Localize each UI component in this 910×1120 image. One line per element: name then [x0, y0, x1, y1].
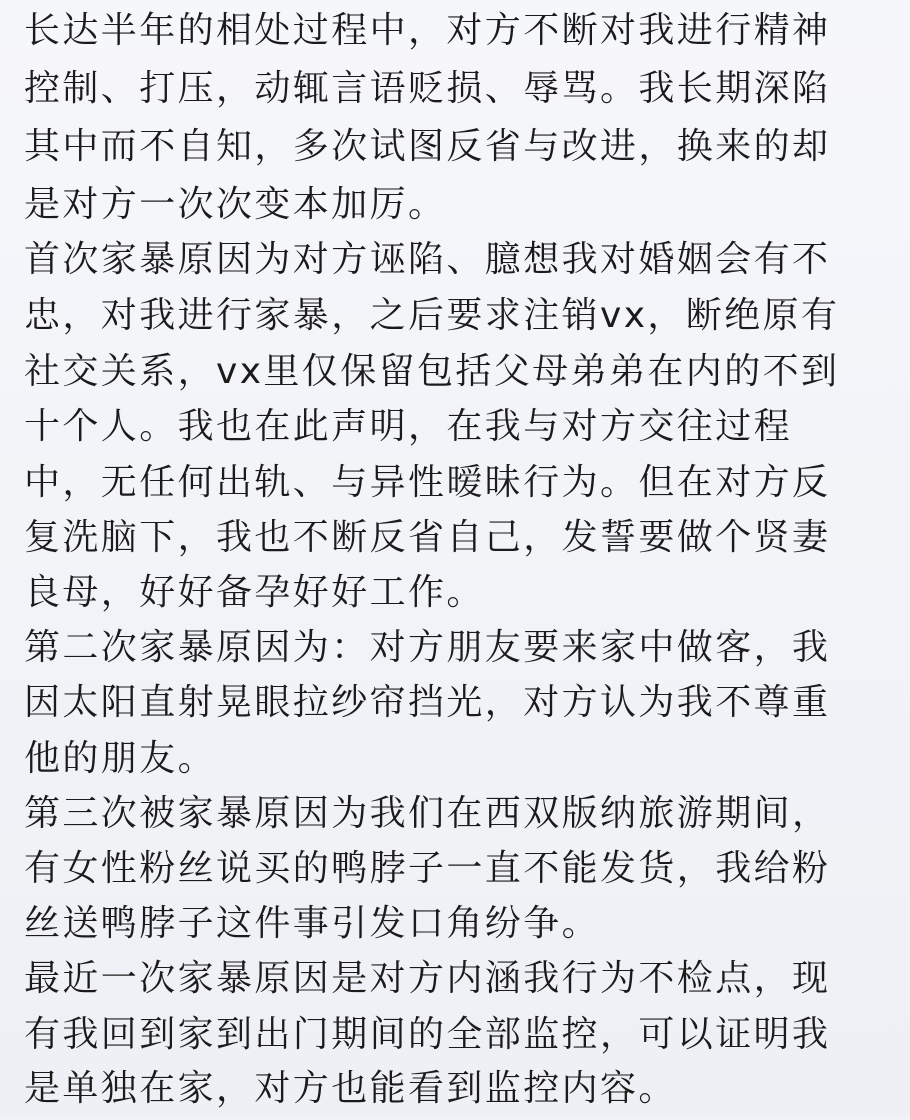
- text-line: 是对方一次次变本加厉。: [24, 184, 447, 225]
- text-line: 首次家暴原因为对方诬陷、臆想我对婚姻会有不: [24, 239, 831, 280]
- text-line: 忠，对我进行家暴，之后要求注销vx，断绝原有: [24, 295, 840, 336]
- text-line: 最近一次家暴原因是对方内涵我行为不检点，现: [24, 958, 831, 999]
- text-line: 第二次家暴原因为：对方朋友要来家中做客，我: [24, 627, 831, 668]
- text-line: 长达半年的相处过程中，对方不断对我进行精神: [24, 10, 831, 51]
- text-line: 有女性粉丝说买的鸭脖子一直不能发货，我给粉: [24, 848, 831, 889]
- text-line: 他的朋友。: [24, 738, 217, 779]
- text-line: 丝送鸭脖子这件事引发口角纷争。: [24, 903, 601, 944]
- text-line: 社交关系，vx里仅保留包括父母弟弟在内的不到: [24, 351, 840, 392]
- text-line: 第三次被家暴原因为我们在西双版纳旅游期间，: [24, 793, 831, 834]
- text-line: 复洗脑下，我也不断反省自己，发誓要做个贤妻: [24, 517, 831, 558]
- text-line: 中，无任何出轨、与异性暧昧行为。但在对方反: [24, 462, 831, 503]
- text-line: 十个人。我也在此声明，在我与对方交往过程: [24, 406, 793, 447]
- text-line: 是单独在家，对方也能看到监控内容。: [24, 1068, 677, 1109]
- text-line: 因太阳直射晃眼拉纱帘挡光，对方认为我不尊重: [24, 682, 831, 723]
- text-line: 有我回到家到出门期间的全部监控，可以证明我: [24, 1014, 831, 1055]
- text-line: 其中而不自知，多次试图反省与改进，换来的却: [24, 126, 831, 167]
- text-line: 控制、打压，动辄言语贬损、辱骂。我长期深陷: [24, 68, 831, 109]
- text-line: 良母，好好备孕好好工作。: [24, 572, 485, 613]
